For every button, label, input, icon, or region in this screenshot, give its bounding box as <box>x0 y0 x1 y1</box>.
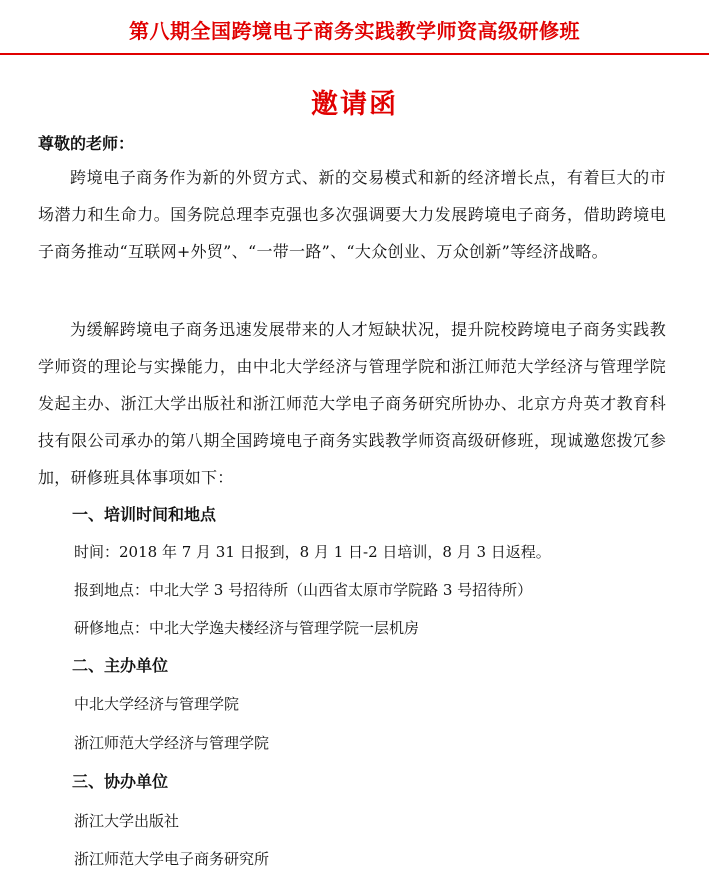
section-heading-organizers: 二、主办单位 <box>72 656 169 675</box>
salutation: 尊敬的老师： <box>38 134 135 153</box>
header-title: 第八期全国跨境电子商务实践教学师资高级研修班 <box>129 19 580 43</box>
co-organizer-item: 浙江大学出版社 <box>74 812 180 830</box>
section-heading-time-place: 一、培训时间和地点 <box>72 505 217 524</box>
document-header <box>0 0 709 62</box>
header-divider <box>0 53 709 55</box>
section-line-training-place: 研修地点：中北大学逸夫楼经济与管理学院一层机房 <box>74 619 420 637</box>
section-line-registration-place: 报到地点：中北大学 3 号招待所（山西省太原市学院路 3 号招待所） <box>74 581 533 599</box>
co-organizer-item: 浙江师范大学电子商务研究所 <box>74 850 270 868</box>
paragraph-invitation: 为缓解跨境电子商务迅速发展带来的人才短缺状况，提升院校跨境电子商务实践教学师资的理论与实操能力，由中北大学经济与管理学院和浙江师范大学经济与管理学院发起主办、浙江大学出版社和浙江师范大学电子商务研究所协办、北京方舟英才教育科技有限公司承办的第八期全国跨境电子商务实践教学师资高级研修班，现诚邀您拨冗参加，研修班具体事项如下： <box>38 320 666 487</box>
invitation-title: 邀请函 <box>311 89 398 120</box>
organizer-item: 中北大学经济与管理学院 <box>74 695 240 713</box>
organizer-item: 浙江师范大学经济与管理学院 <box>74 734 270 752</box>
section-heading-co-organizers: 三、协办单位 <box>72 772 169 791</box>
section-line-time: 时间：2018 年 7 月 31 日报到，8 月 1 日-2 日培训，8 月 3 日返程。 <box>74 543 551 561</box>
paragraph-intro: 跨境电子商务作为新的外贸方式、新的交易模式和新的经济增长点，有着巨大的市场潜力和生命力。国务院总理李克强也多次强调要大力发展跨境电子商务，借助跨境电子商务推动“互联网+外贸”、“一带一路”、“大众创业、万众创新”等经济战略。 <box>38 168 666 261</box>
